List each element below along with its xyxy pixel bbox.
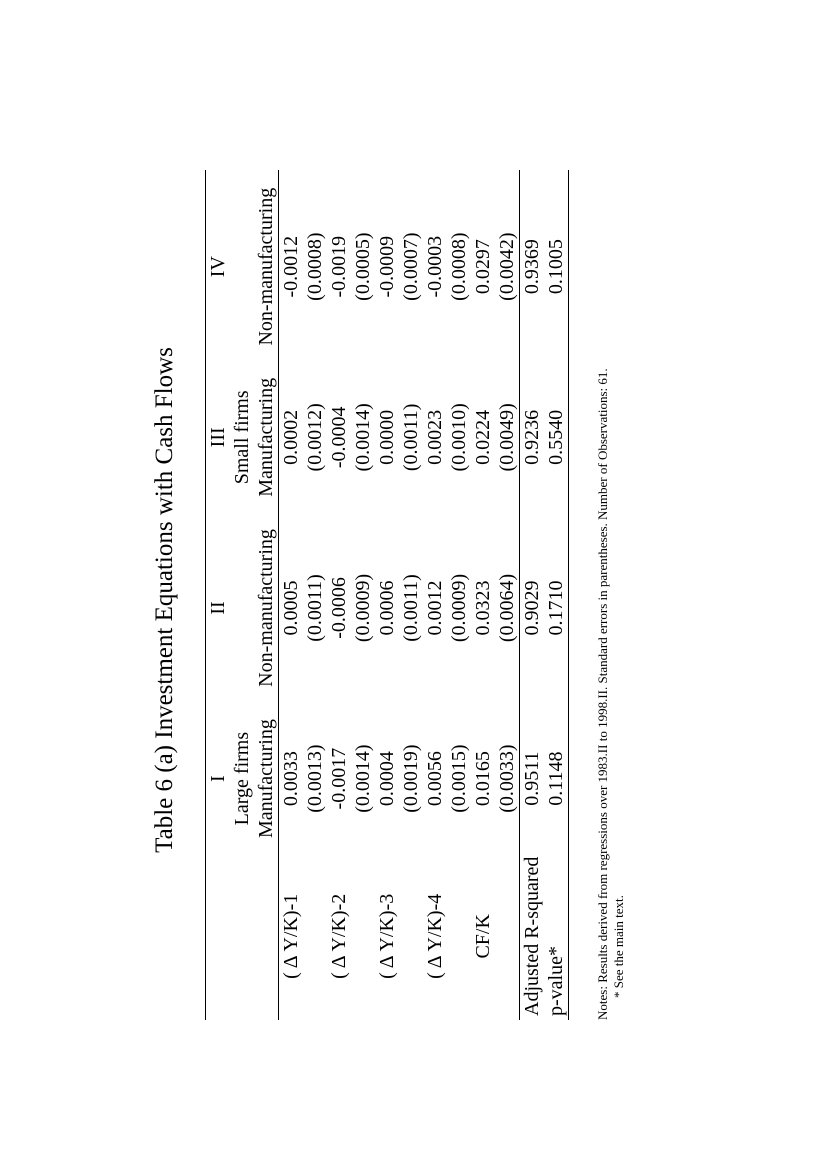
row-label: CF/K bbox=[472, 914, 494, 959]
se-cell: (0.0014) bbox=[352, 744, 374, 813]
stat-cell: 0.9236 bbox=[520, 363, 545, 511]
coef-cell: -0.0019 bbox=[328, 235, 350, 298]
table-title: Table 6 (a) Investment Equations with Cash Flows bbox=[151, 347, 178, 853]
stat-row bbox=[520, 170, 545, 1020]
se-row bbox=[495, 170, 520, 1020]
coef-cell: -0.0012 bbox=[280, 235, 302, 298]
stat-row bbox=[544, 170, 569, 1020]
coef-cell: 0.0165 bbox=[472, 751, 494, 807]
se-cell: (0.0049) bbox=[496, 403, 518, 472]
se-row bbox=[447, 170, 471, 1020]
sub-header: Manufacturing bbox=[254, 363, 279, 511]
coef-row bbox=[375, 170, 399, 1020]
column-header: I bbox=[206, 705, 231, 853]
group-header: Large firms bbox=[231, 731, 253, 826]
rotated-page bbox=[150, 160, 650, 1040]
row-label: ( Δ Y/K)-1 bbox=[280, 893, 302, 979]
coef-cell: 0.0005 bbox=[280, 580, 302, 636]
coef-row bbox=[327, 170, 351, 1020]
se-cell: (0.0013) bbox=[304, 744, 326, 813]
footnote-text: * See the main text. bbox=[611, 895, 626, 998]
coef-cell: 0.0012 bbox=[424, 580, 446, 636]
se-cell: (0.0064) bbox=[496, 573, 518, 643]
notes-text: Notes: Results derived from regressions over 1983.II to 1998.II. Standard errors in parentheses. Number of Observations: 61. bbox=[595, 368, 610, 1020]
stat-label: Adjusted R-squared bbox=[520, 853, 545, 1020]
row-label: ( Δ Y/K)-2 bbox=[328, 893, 350, 979]
se-cell: (0.0019) bbox=[400, 744, 422, 813]
se-row bbox=[399, 170, 423, 1020]
coef-cell: 0.0002 bbox=[280, 409, 302, 465]
stat-cell: 0.1148 bbox=[544, 705, 569, 853]
coef-row bbox=[423, 170, 447, 1020]
stat-cell: 0.1005 bbox=[544, 170, 569, 363]
table-notes bbox=[595, 160, 627, 1020]
column-header: IV bbox=[206, 170, 231, 363]
se-cell: (0.0012) bbox=[304, 403, 326, 472]
column-header: III bbox=[206, 363, 231, 511]
regression-table bbox=[205, 170, 569, 1020]
coef-cell: -0.0006 bbox=[328, 577, 350, 639]
coef-cell: 0.0323 bbox=[472, 580, 494, 636]
coef-row bbox=[471, 170, 495, 1020]
stat-cell: 0.5540 bbox=[544, 363, 569, 511]
stat-cell: 0.9369 bbox=[520, 170, 545, 363]
sub-header: Non-manufacturing bbox=[254, 170, 279, 363]
coef-cell: -0.0017 bbox=[328, 747, 350, 810]
sub-header: Manufacturing bbox=[254, 705, 279, 853]
coef-cell: 0.0297 bbox=[472, 239, 494, 295]
coef-row bbox=[279, 170, 304, 1020]
coef-cell: -0.0003 bbox=[424, 235, 446, 298]
coef-cell: 0.0004 bbox=[376, 751, 398, 807]
stat-cell: 0.9511 bbox=[520, 705, 545, 853]
group-header: Small firms bbox=[231, 390, 253, 485]
se-cell: (0.0005) bbox=[352, 232, 374, 301]
se-row bbox=[351, 170, 375, 1020]
se-cell: (0.0011) bbox=[400, 403, 422, 472]
se-cell: (0.0042) bbox=[496, 232, 518, 301]
row-label: ( Δ Y/K)-3 bbox=[376, 893, 398, 979]
se-cell: (0.0009) bbox=[352, 573, 374, 643]
coef-cell: 0.0033 bbox=[280, 751, 302, 807]
coef-cell: -0.0009 bbox=[376, 235, 398, 298]
coef-cell: 0.0224 bbox=[472, 409, 494, 465]
stat-label: p-value* bbox=[544, 853, 569, 1020]
coef-cell: 0.0000 bbox=[376, 409, 398, 465]
se-cell: (0.0007) bbox=[400, 232, 422, 301]
corner-cell bbox=[206, 853, 231, 1020]
se-cell: (0.0011) bbox=[400, 574, 422, 642]
coef-cell: 0.0023 bbox=[424, 409, 446, 465]
stat-cell: 0.1710 bbox=[544, 511, 569, 704]
se-cell: (0.0033) bbox=[496, 744, 518, 813]
se-cell: (0.0011) bbox=[304, 574, 326, 642]
column-header: II bbox=[206, 511, 231, 704]
se-cell: (0.0009) bbox=[448, 573, 470, 643]
row-label: ( Δ Y/K)-4 bbox=[424, 893, 446, 979]
se-row bbox=[303, 170, 327, 1020]
se-cell: (0.0015) bbox=[448, 744, 470, 813]
coef-cell: 0.0006 bbox=[376, 580, 398, 636]
coef-cell: -0.0004 bbox=[328, 406, 350, 469]
sub-header: Non-manufacturing bbox=[254, 511, 279, 704]
stat-cell: 0.9029 bbox=[520, 511, 545, 704]
se-cell: (0.0014) bbox=[352, 403, 374, 472]
se-cell: (0.0010) bbox=[448, 403, 470, 472]
se-cell: (0.0008) bbox=[448, 232, 470, 301]
se-cell: (0.0008) bbox=[304, 232, 326, 301]
coef-cell: 0.0056 bbox=[424, 751, 446, 807]
